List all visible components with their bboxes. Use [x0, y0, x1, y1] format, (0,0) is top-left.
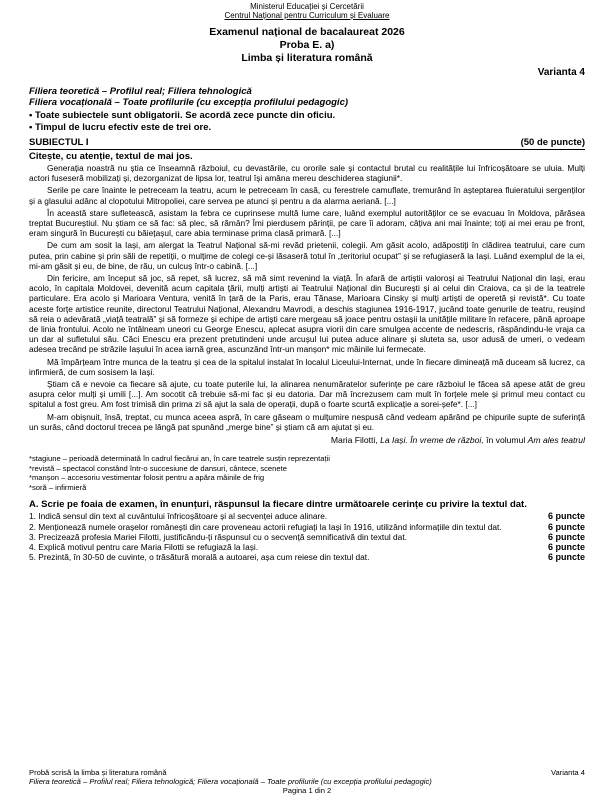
text-paragraph: Generația noastră nu știa ce înseamnă războiul, cu devastările, cu ororile sale și contactul brutal cu realitățile lui înfricoșătoare se uluia. Mulți actori fuseseră mobilizați și, dezorganizat de lipsa lor, teatrul își amâna mereu deschiderea stagiunii*.: [29, 163, 585, 184]
rules-list: [29, 110, 585, 134]
filiera-block: [29, 86, 585, 108]
page-footer: [29, 768, 585, 795]
subject-title: SUBIECTUL I: [29, 137, 89, 148]
variant-label: Varianta 4: [537, 67, 585, 78]
source-author: Maria Filotti,: [330, 435, 378, 446]
task-item: [29, 552, 585, 562]
glossary-note: *manșon – accesoriu vestimentar folosit pentru a apăra mâinile de frig: [29, 473, 265, 483]
center-name: Centrul Național pentru Curriculum și Evaluare: [224, 11, 390, 20]
source-citation: [29, 435, 585, 446]
text-paragraph: Din fericire, am început să joc, să repet, să lucrez, să mă simt revenind la viață. În afară de artiștii valoroși ai Teatrului Național din Iași, erau acolo, în capitala Moldovei, devenită acum capitala țării, mulți artiști ai Teatrului Național din București și ai celui din Craiova, ca și de la teatrele particulare. Era acolo și Marioara Ventura, venită în țară de la Paris, erau Tănase, Marioara Cinsky și mulți artiști de operetă și revistă*. Cu toate aceste forțe artistice reunite, directorul Teatrului Național, Alexandru Mavrodi, a deschis stagiunea 1916-1917, jucând toate genurile de teatru, reușind să reia o adevărată „viață teatrală” și să formeze și echipe de artiști care mergeau să joace pentru ostașii la unitățile militare în refacere, până aproape de linia frontului. Acolo ne întâlneam uneori cu George Enescu, aplecat asupra viorii din care smulgea accente de nedescris, răspândindu-le vraja ca un dar al sufletului său. Căci Enescu era prezent pretutindeni unde arcușul lui putea aduce alinare și sluteta sa, usor adusă de umeri, o vedeam adesea trecând pe străzile Iașului în acea iarnă grea, ascunzând într-un manșon* mic mâinile lui fermecate.: [29, 273, 585, 355]
text-paragraph: Știam că e nevoie ca fiecare să ajute, cu toate puterile lui, la alinarea nenumăratelor suferințe pe care războiul le făcea să apese atât de greu asupra celor mulți și umili [...]. Am socotit că trebuie să-mi fac și eu datoria. Dar mă încrezusem cam mult în forțele mele și primul meu contact cu spitalul a fost greu. Am fost trimisă din prima zi să ajut la sala de operații, după o foarte scurtă explicație a sorei-șefe*. [...]: [29, 379, 585, 410]
ministry-name: Ministerul Educației și Cercetării: [250, 2, 364, 11]
task-item: [29, 522, 585, 532]
filiera-line-2: Filiera vocațională – Toate profilurile (cu excepția profilului pedagogic): [29, 97, 349, 108]
bullet-icon: •: [29, 110, 35, 121]
glossary-note: *soră – infirmieră: [29, 482, 87, 492]
task-item: [29, 511, 585, 521]
bullet-icon: •: [29, 122, 35, 133]
task-item-text: 1. Indică sensul din text al cuvântului înfricoșătoare și al secvenței aduce alinare.: [29, 511, 328, 522]
text-paragraph: Serile pe care înainte le petreceam la teatru, acum le petreceam în casă, cu ferestrele camuflate, tremurând în așteptarea fluieratului sergenților și a glasului adânc al clopotului Mitropoliei, care servea pe atunci și pentru a da alarma aeriană. [...]: [29, 185, 585, 206]
text-paragraph: Mă împărțeam între munca de la teatru și cea de la spitalul instalat în localul Liceului-Internat, unde în fiecare dimineață mă duceam să lucrez, ca infirmieră, de cum sosisem la Iași.: [29, 356, 585, 377]
subject-heading: [29, 137, 585, 150]
exam-proba: Proba E. a): [279, 39, 335, 51]
exam-subject: Limba și literatura română: [241, 52, 373, 64]
source-volume: Am ales teatrul: [527, 435, 585, 446]
task-item-points: 6 puncte: [547, 511, 585, 522]
subject-points: (50 de puncte): [520, 137, 585, 148]
footer-variant: Varianta 4: [550, 768, 585, 777]
text-paragraph: M-am obișnuit, însă, treptat, cu munca aceea aspră, în care găseam o mulțumire nespusă când vedeam apărând pe chipurile supte de suferință un surâs, când doctorul trecea pe lângă pat spunând „merge bine” și știam că am ajutat și eu.: [29, 411, 585, 432]
task-item-points: 6 puncte: [547, 521, 585, 532]
exam-title-block: [0, 26, 614, 65]
glossary-notes: [29, 454, 585, 492]
rule-item: • Timpul de lucru efectiv este de trei ore.: [29, 122, 212, 133]
exam-title: Examenul național de bacalaureat 2026: [209, 26, 405, 38]
footer-filiera: Filiera teoretică – Profilul real; Filiera tehnologică; Filiera vocațională – Toate profilurile (cu excepția profilului pedagogic): [29, 777, 432, 786]
text-paragraph: De cum am sosit la Iași, am alergat la Teatrul Național să-mi revăd prietenii, colegii. Am găsit acolo, adăpostiți în clădirea teatrului, care cum putea, prin cabine și prin săli de repetiții, o mulțime de colegi ce-și lăsaseră totul în „teritoriul ocupat” și se refugiaseră la Iași. Luând exemplul de la ei, mi-am găsit și eu, de bine, de rău, un culcuș într-o cabină. [...]: [29, 240, 585, 271]
task-item-points: 6 puncte: [547, 531, 585, 542]
task-item-points: 6 puncte: [547, 552, 585, 563]
reading-instruction: Citește, cu atenție, textul de mai jos.: [29, 151, 193, 162]
task-item-text: 5. Prezintă, în 30-50 de cuvinte, o trăsătură morală a autoarei, așa cum reiese din textul dat.: [29, 552, 370, 563]
task-item: [29, 542, 585, 552]
task-item-text: 3. Precizează profesia Mariei Filotti, justificându-ți răspunsul cu o secvență semnificativă din textul dat.: [29, 531, 407, 542]
institution-header: [0, 2, 614, 20]
reading-text: [29, 163, 585, 432]
footer-row: [29, 768, 585, 777]
source-work: La Iași. În vreme de război,: [380, 435, 484, 446]
rule-item: • Toate subiectele sunt obligatorii. Se acordă zece puncte din oficiu.: [29, 110, 336, 121]
variant-row: [29, 67, 585, 80]
task-a-instruction: A. Scrie pe foaia de examen, în enunțuri, răspunsul la fiecare dintre următoarele cerințe cu privire la textul dat.: [29, 499, 527, 511]
filiera-line-1: Filiera teoretică – Profilul real; Filiera tehnologică: [29, 86, 252, 97]
task-item-text: 2. Menționează numele orașelor românești din care proveneau actorii refugiați la Iași în 1916, utilizând informațiile din textul dat.: [29, 521, 502, 532]
text-paragraph: În această stare sufletească, asistam la febra ce cuprinsese multă lume care, luând exemplul autorităților ce se evacuau în Moldova, părăsea treptat Bucureștiul. Nu știam ce să fac: să plec, să rămân? Îmi pierdusem părinții, pe care îi adoram, câțiva ani mai înainte; toți ai mei erau pe front, eram singură în București cu băiețașul, care abia terminase prima clasă primară. [...]: [29, 207, 585, 239]
footer-exam-label: Probă scrisă la limba și literatura română: [29, 768, 167, 777]
task-item-text: 4. Explică motivul pentru care Maria Filotti se refugiază la Iași.: [29, 542, 259, 553]
glossary-note: *stagiune – perioadă determinată în cadrul fiecărui an, în care teatrele susțin reprezentații: [29, 454, 330, 464]
task-item-points: 6 puncte: [547, 542, 585, 553]
task-a-items: [29, 511, 585, 562]
source-volume-prefix: în volumul: [486, 435, 526, 446]
task-item: [29, 532, 585, 542]
glossary-note: *revistă – spectacol constând într-o succesiune de dansuri, cântece, scenete: [29, 463, 287, 473]
page-number: Pagina 1 din 2: [282, 786, 332, 795]
